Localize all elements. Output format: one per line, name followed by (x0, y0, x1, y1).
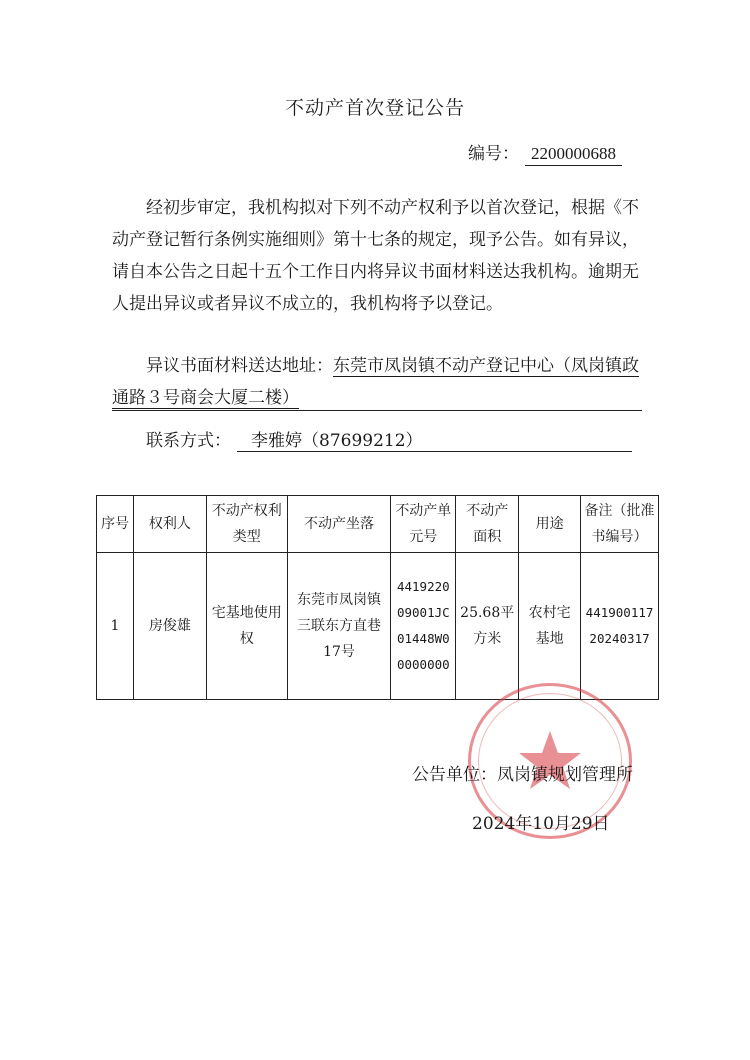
address-value: 东莞市凤岗镇不动产登记中心（凤岗镇政通路３号商会大厦二楼） (112, 356, 639, 408)
header-cell: 权利人 (133, 496, 206, 553)
contact-label: 联系方式： (146, 431, 231, 451)
header-cell: 不动产面积 (456, 496, 519, 553)
cell-area: 25.68平方米 (456, 553, 519, 700)
header-cell: 不动产坐落 (287, 496, 391, 553)
serial-number: 2200000688 (525, 144, 622, 166)
header-cell: 备注（批准书编号） (581, 496, 659, 553)
contact-line (146, 426, 632, 452)
cell-note: 44190011720240317 (581, 553, 659, 700)
header-cell: 不动产单元号 (391, 496, 456, 553)
cell-unit-no: 441922009001JC01448W00000000 (391, 553, 456, 700)
header-cell: 用途 (519, 496, 581, 553)
page-title: 不动产首次登记公告 (284, 97, 465, 119)
contact-value: 李雅婷（87699212） (237, 426, 632, 452)
cell-location: 东莞市凤岗镇三联东方直巷17号 (287, 553, 391, 700)
table-header-row (97, 496, 659, 553)
body-paragraph: 经初步审定，我机构拟对下列不动产权利予以首次登记，根据《不动产登记暂行条例实施细则》第十七条的规定，现予公告。如有异议，请自本公告之日起十五个工作日内将异议书面材料送达我机构。逾期无人提出异议或者异议不成立的，我机构将予以登记。 (112, 198, 639, 314)
serial-line (468, 139, 622, 166)
cell-index: 1 (97, 553, 134, 700)
cell-usage: 农村宅基地 (519, 553, 581, 700)
issue-date: 2024年10月29日 (472, 814, 610, 834)
address-label: 异议书面材料送达地址： (146, 356, 333, 376)
header-cell: 不动产权利类型 (206, 496, 287, 553)
header-cell: 序号 (97, 496, 134, 553)
serial-label: 编号： (468, 144, 519, 164)
cell-owner: 房俊雄 (133, 553, 206, 700)
table-row (97, 553, 659, 700)
issuer-line: 公告单位：凤岗镇规划管理所 (412, 765, 633, 785)
registration-table (96, 495, 659, 700)
cell-right-type: 宅基地使用权 (206, 553, 287, 700)
address-line (112, 350, 642, 414)
address-underline (112, 410, 642, 411)
